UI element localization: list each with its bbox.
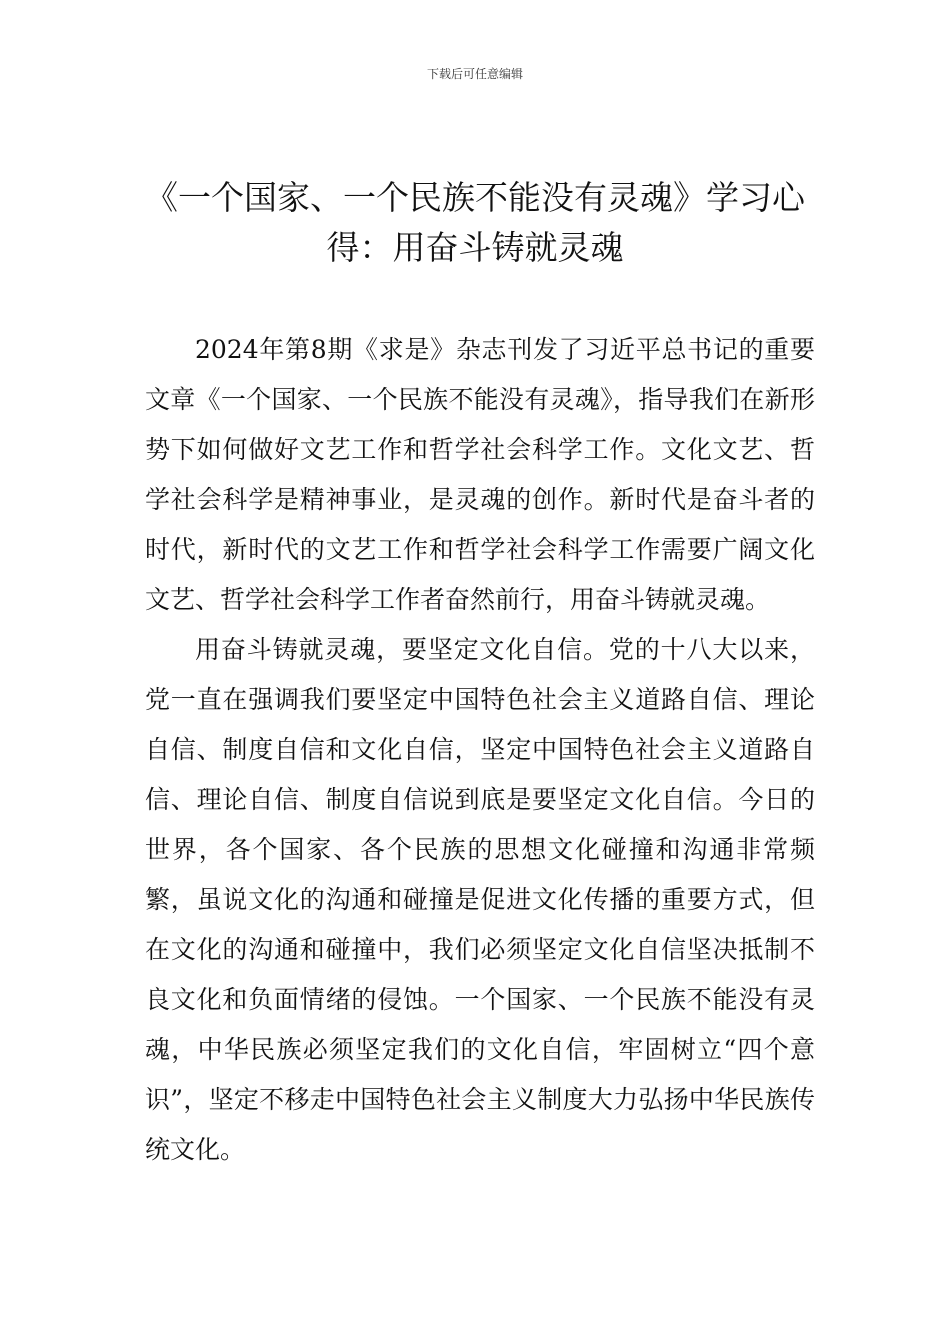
paragraph-2: 用奋斗铸就灵魂，要坚定文化自信。党的十八大以来，党一直在强调我们要坚定中国特色社会主义道路自信、理论自信、制度自信和文化自信，坚定中国特色社会主义道路自信、理论自信、制度自信说到底是要坚定文化自信。今日的世界，各个国家、各个民族的思想文化碰撞和沟通非常频繁，虽说文化的沟通和碰撞是促进文化传播的重要方式，但在文化的沟通和碰撞中，我们必须坚定文化自信坚决抵制不良文化和负面情绪的侵蚀。一个国家、一个民族不能没有灵魂，中华民族必须坚定我们的文化自信，牢固树立“四个意识”，坚定不移走中国特色社会主义制度大力弘扬中华民族传统文化。 — [145, 635, 815, 1164]
document-title: 《一个国家、一个民族不能没有灵魂》学习心得：用奋斗铸就灵魂 — [145, 178, 805, 267]
paragraph-1: 2024年第8期《求是》杂志刊发了习近平总书记的重要文章《一个国家、一个民族不能没有灵魂》，指导我们在新形势下如何做好文艺工作和哲学社会科学工作。文化文艺、哲学社会科学是精神事业，是灵魂的创作。新时代是奋斗者的时代，新时代的文艺工作和哲学社会科学工作需要广阔文化文艺、哲学社会科学工作者奋然前行，用奋斗铸就灵魂。 — [145, 335, 815, 614]
page-header-note: 下载后可任意编辑 — [426, 67, 523, 81]
document-body — [145, 325, 815, 1175]
